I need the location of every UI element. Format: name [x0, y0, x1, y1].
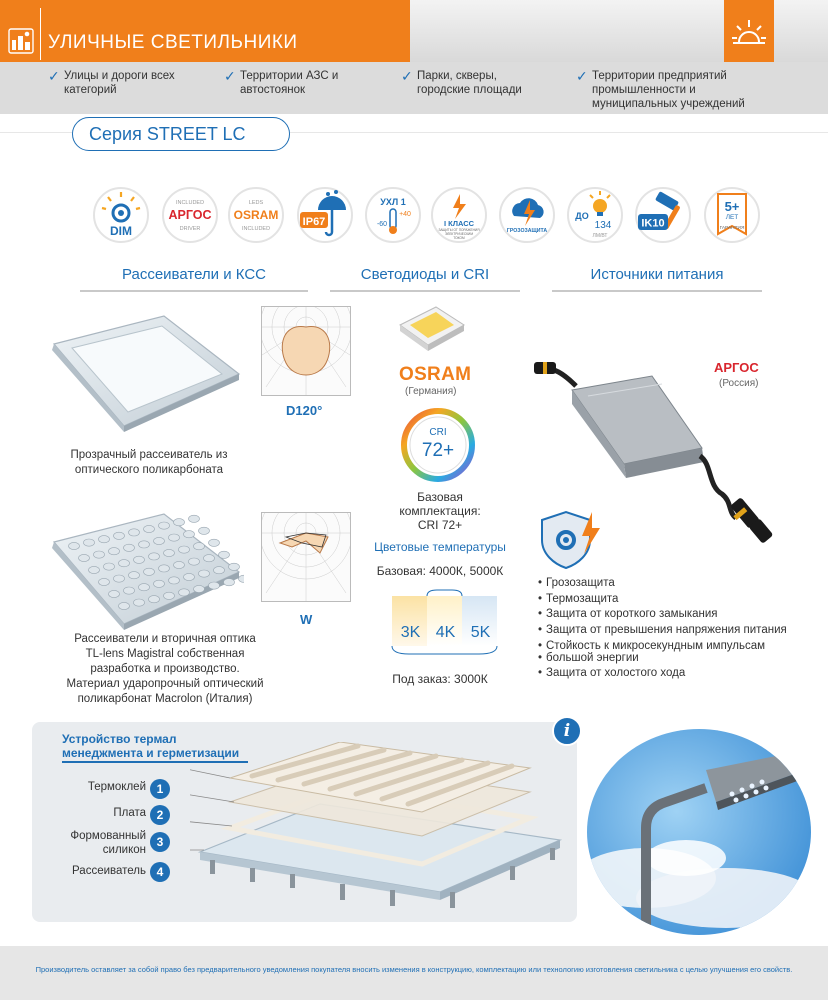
- lens-element: [84, 539, 95, 546]
- lens-element: [154, 580, 165, 587]
- section-underline: [80, 290, 308, 292]
- svg-text:ГРОЗОЗАЩИТА: ГРОЗОЗАЩИТА: [506, 228, 548, 234]
- page-title: УЛИЧНЫЕ СВЕТИЛЬНИКИ: [48, 32, 298, 53]
- lens-diffuser-caption: Рассеиватели и вторичная оптика TL-lens Magistral собственная разработка и производство. Материал ударопрочный оптический поликарбонат Macrolon (Италия): [66, 633, 264, 705]
- svg-text:DIM: DIM: [110, 224, 132, 238]
- lens-element: [194, 543, 205, 550]
- lens-element: [164, 592, 175, 599]
- protection-list: [538, 576, 787, 682]
- lens-element: [179, 589, 190, 596]
- lightning-protection-icon: [498, 186, 556, 244]
- svg-text:DRIVER: DRIVER: [179, 226, 201, 232]
- lens-element: [189, 515, 200, 522]
- lens-element: [174, 561, 185, 568]
- header-divider: [40, 8, 41, 60]
- lens-element: [219, 551, 230, 558]
- svg-text:5+: 5+: [724, 199, 740, 214]
- svg-text:INCLUDED: INCLUDED: [241, 226, 271, 232]
- svg-text:ЛЕТ: ЛЕТ: [725, 214, 739, 221]
- lens-element: [79, 554, 90, 561]
- ksc-label-w: W: [300, 612, 313, 627]
- svg-text:INCLUDED: INCLUDED: [175, 200, 205, 206]
- sun-icon: [731, 16, 767, 46]
- warranty-icon: [703, 186, 761, 244]
- layer-number: 1: [150, 779, 170, 799]
- lens-element: [114, 575, 125, 582]
- svg-text:АРГОС: АРГОС: [168, 208, 212, 222]
- layer-label-thermal-glue: Термоклей: [87, 781, 146, 793]
- lens-element: [134, 556, 145, 563]
- svg-text:CRI: CRI: [429, 427, 447, 438]
- lens-element: [229, 563, 240, 570]
- clear-diffuser-image: [44, 314, 244, 434]
- lens-element: [94, 551, 105, 558]
- osram-leds-icon: [227, 186, 285, 244]
- layer-label-diffuser: Рассеиватель: [72, 865, 146, 877]
- svg-text:+40: +40: [399, 211, 411, 218]
- svg-text:ЛМ/ВТ: ЛМ/ВТ: [592, 233, 608, 239]
- lens-element: [184, 573, 195, 580]
- shield-gear-icon: [536, 510, 604, 572]
- cri-badge: [401, 408, 475, 482]
- lens-element: [239, 575, 245, 582]
- check-icon: ✓: [401, 68, 413, 84]
- layer-number: 4: [150, 862, 170, 882]
- ip67-umbrella-icon: [296, 186, 354, 244]
- lens-element: [184, 531, 195, 538]
- svg-text:I КЛАСС: I КЛАСС: [443, 219, 475, 228]
- layer-label-board: Плата: [113, 807, 146, 819]
- section-title-power: Источники питания: [590, 266, 724, 283]
- list-item: • Термозащита: [538, 592, 787, 608]
- temp-order-text: Под заказ: 3000К: [392, 672, 488, 686]
- layer-number: 3: [150, 832, 170, 852]
- lens-element: [199, 570, 210, 577]
- lens-element: [99, 578, 110, 585]
- argos-logo: АРГОС: [714, 360, 759, 375]
- lens-element: [134, 599, 145, 606]
- svg-text:134: 134: [594, 220, 612, 231]
- svg-text:ЗАЩИТЫ ОТ ПОРАЖЕНИЯ: ЗАЩИТЫ ОТ ПОРАЖЕНИЯ: [438, 228, 480, 232]
- temp-5k: 5K: [470, 624, 491, 641]
- osram-country: (Германия): [405, 386, 457, 397]
- lens-element: [149, 553, 160, 560]
- check-icon: ✓: [48, 68, 60, 84]
- efficacy-bulb-icon: [566, 186, 624, 244]
- svg-text:OSRAM: OSRAM: [233, 208, 279, 222]
- footer-disclaimer: Производитель оставляет за собой право без предварительного уведомления покупателя вносить изменения в конструкцию, комплектацию или технологию изготовления светильника с целью улучшения его свойств.: [35, 965, 793, 974]
- lens-element: [194, 585, 205, 592]
- ksc-diagram-w: [261, 512, 351, 602]
- lens-element: [69, 542, 80, 549]
- temp-3k: 3K: [400, 624, 421, 641]
- section-underline: [330, 290, 520, 292]
- lens-element: [139, 584, 150, 591]
- ksc-diagram-d120: [261, 306, 351, 396]
- lens-element: [169, 534, 180, 541]
- check-icon: ✓: [224, 68, 236, 84]
- protection-class-icon: [430, 186, 488, 244]
- led-chip-image: [396, 303, 468, 353]
- lens-element: [104, 563, 115, 570]
- section-underline: [552, 290, 762, 292]
- svg-text:ДО: ДО: [575, 211, 589, 221]
- lens-element: [209, 539, 220, 546]
- lens-diffuser-image: [44, 512, 244, 632]
- lens-element: [109, 590, 120, 597]
- list-item: • Защита от превышения напряжения питания: [538, 623, 787, 639]
- application-item: ✓ Улицы и дороги всех категорий: [48, 68, 175, 96]
- lens-element: [114, 532, 125, 539]
- layer-label-silicone: Формованный силикон: [70, 830, 146, 856]
- lens-element: [169, 577, 180, 584]
- lens-element: [89, 566, 100, 573]
- svg-text:ГАРАНТИЯ: ГАРАНТИЯ: [719, 226, 745, 231]
- section-title-leds: Светодиоды и CRI: [360, 266, 490, 283]
- lens-element: [129, 529, 140, 536]
- svg-text:IP67: IP67: [302, 216, 326, 228]
- list-item: • Грозозащита: [538, 576, 787, 592]
- list-item: • Стойкость к микросекундным импульсам: [538, 638, 787, 652]
- lens-element: [199, 527, 210, 534]
- thermal-title: Устройство термал менеджмента и герметизации: [62, 732, 240, 760]
- svg-text:LEDS: LEDS: [248, 200, 264, 206]
- lens-element: [174, 519, 185, 526]
- lens-element: [109, 548, 120, 555]
- lens-element: [224, 579, 235, 586]
- svg-text:УХЛ 1: УХЛ 1: [380, 197, 406, 207]
- lens-element: [119, 602, 130, 609]
- lens-element: [159, 522, 170, 529]
- lens-element: [179, 546, 190, 553]
- lens-element: [144, 525, 155, 532]
- section-title-diffusers: Рассеиватели и КСС: [121, 266, 266, 283]
- list-item: • Защита от короткого замыкания: [538, 607, 787, 623]
- application-item: ✓ Парки, скверы, городские площади: [401, 68, 522, 96]
- svg-text:ТОКОМ: ТОКОМ: [453, 236, 465, 240]
- lens-element: [204, 555, 215, 562]
- info-icon[interactable]: i: [552, 716, 582, 746]
- lens-element: [129, 572, 140, 579]
- lens-element: [144, 568, 155, 575]
- street-light-photo: [586, 728, 812, 936]
- lens-element: [164, 549, 175, 556]
- lens-element: [209, 582, 220, 589]
- lens-element: [124, 544, 135, 551]
- header-sun-badge: [724, 0, 774, 62]
- applications-strip: [0, 62, 828, 114]
- cri-base-text: Базовая комплектация: CRI 72+: [399, 490, 481, 532]
- clear-diffuser-caption: Прозрачный рассеиватель из оптического поликарбоната: [70, 449, 228, 476]
- lens-element: [159, 565, 170, 572]
- svg-text:ЭЛЕКТРИЧЕСКИМ: ЭЛЕКТРИЧЕСКИМ: [445, 232, 473, 236]
- lens-element: [139, 541, 150, 548]
- lens-element: [99, 536, 110, 543]
- lens-element: [189, 558, 200, 565]
- check-icon: ✓: [576, 68, 588, 84]
- layer-number: 2: [150, 805, 170, 825]
- lens-element: [124, 587, 135, 594]
- dim-icon: [92, 186, 150, 244]
- series-title: Серия STREET LC: [89, 124, 246, 144]
- temp-4k: 4K: [435, 624, 456, 641]
- list-item: • Защита от холостого хода: [538, 666, 787, 682]
- color-temps-base: Базовая: 4000К, 5000К: [376, 564, 504, 578]
- lens-element: [214, 567, 225, 574]
- ksc-label-d120: D120°: [286, 403, 323, 418]
- application-item: ✓ Территории АЗС и автостоянок: [224, 68, 339, 96]
- color-temps-title: Цветовые температуры: [374, 540, 506, 554]
- argos-driver-icon: [161, 186, 219, 244]
- svg-text:IK10: IK10: [641, 217, 665, 230]
- city-icon: [8, 28, 34, 54]
- argos-country: (Россия): [719, 378, 759, 389]
- lens-element: [149, 596, 160, 603]
- osram-logo: OSRAM: [399, 364, 472, 385]
- list-item-continuation: • большой энергии: [538, 652, 787, 664]
- series-title-pill: [72, 117, 290, 151]
- thermal-exploded-view: [190, 742, 570, 922]
- ik10-hammer-icon: [634, 186, 692, 244]
- application-item: ✓ Территории предприятий промышленности и муниципальных учреждений: [576, 68, 745, 110]
- svg-text:72+: 72+: [421, 440, 455, 461]
- lens-element: [119, 560, 130, 567]
- svg-text:-60: -60: [376, 221, 388, 228]
- lens-element: [154, 537, 165, 544]
- climate-uhl-icon: [364, 186, 422, 244]
